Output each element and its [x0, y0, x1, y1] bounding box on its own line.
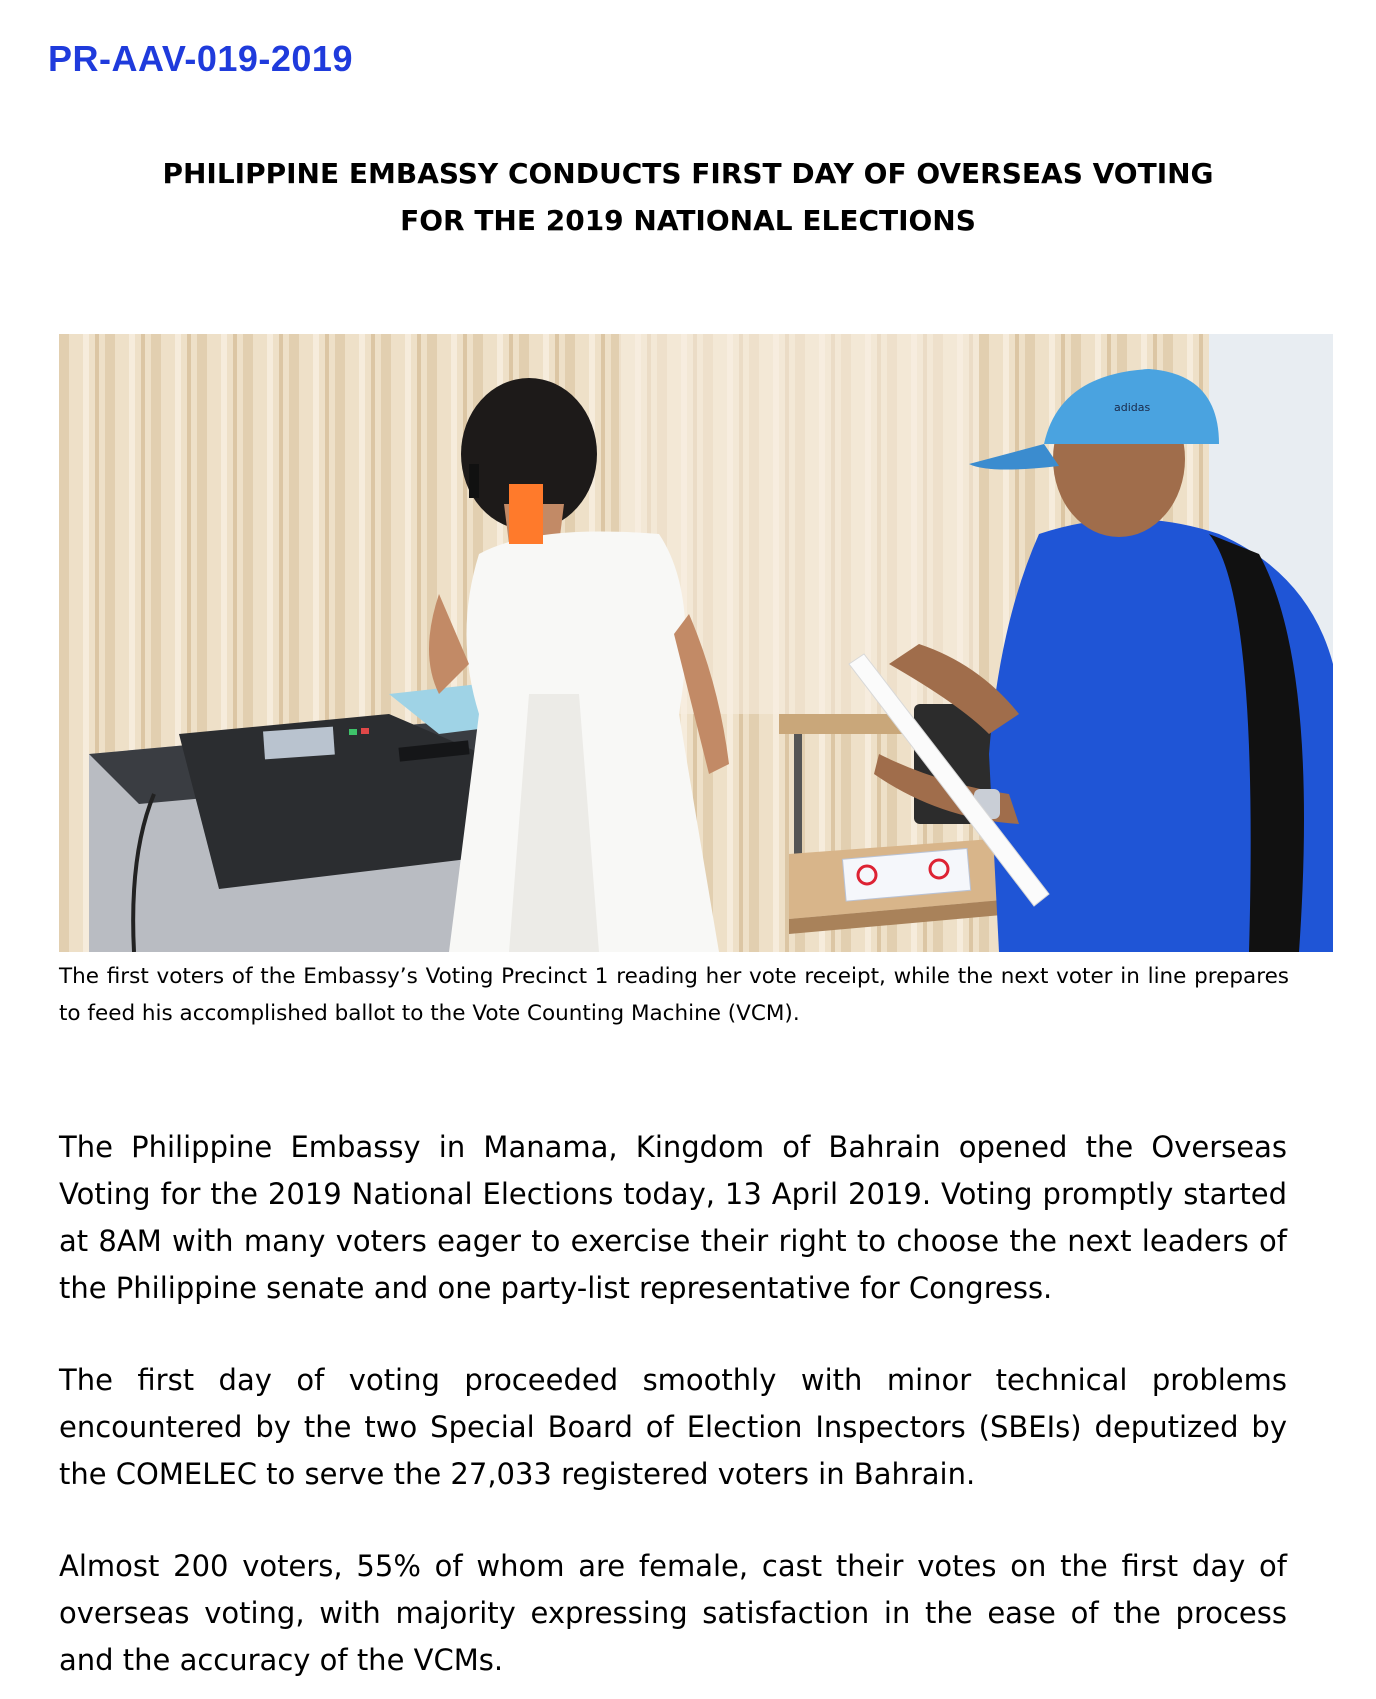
vcm-green-light — [349, 729, 357, 735]
page-title — [0, 150, 1376, 244]
title-line-2: FOR THE 2019 NATIONAL ELECTIONS — [400, 204, 976, 237]
woman-glasses — [469, 464, 479, 498]
paragraph-2: The first day of voting proceeded smoothly with minor technical problems encountered by the two Special Board of Election Inspectors (SBEIs) deputized by the COMELEC to serve the 27,033 registered voters in Bahrain. — [59, 1363, 1287, 1491]
vcm-red-light — [361, 728, 369, 734]
cap-brand-logo: adidas — [1114, 401, 1151, 414]
paragraph-3: Almost 200 voters, 55% of whom are female, cast their votes on the first day of overseas voting, with majority expressing satisfaction in the ease of the process and the accuracy of the VCMs. — [59, 1549, 1287, 1677]
back-table-leg — [794, 734, 802, 854]
voting-photo — [59, 334, 1333, 952]
paragraph-1: The Philippine Embassy in Manama, Kingdom of Bahrain opened the Overseas Voting for the 2019 National Elections today, 13 April 2019. Voting promptly started at 8AM with many voters eager to exercise their right to choose the next leaders of the Philippine senate and one party-list representative for Congress. — [59, 1130, 1287, 1305]
photo-caption: The first voters of the Embassy’s Voting Precinct 1 reading her vote receipt, while the next voter in line prepares to feed his accomplished ballot to the Vote Counting Machine (VCM). — [59, 964, 1289, 1026]
reference-number: PR-AAV-019-2019 — [48, 38, 353, 79]
title-line-1: PHILIPPINE EMBASSY CONDUCTS FIRST DAY OF OVERSEAS VOTING — [162, 157, 1214, 190]
orange-booklet — [509, 484, 543, 544]
vcm-screen — [263, 727, 335, 760]
